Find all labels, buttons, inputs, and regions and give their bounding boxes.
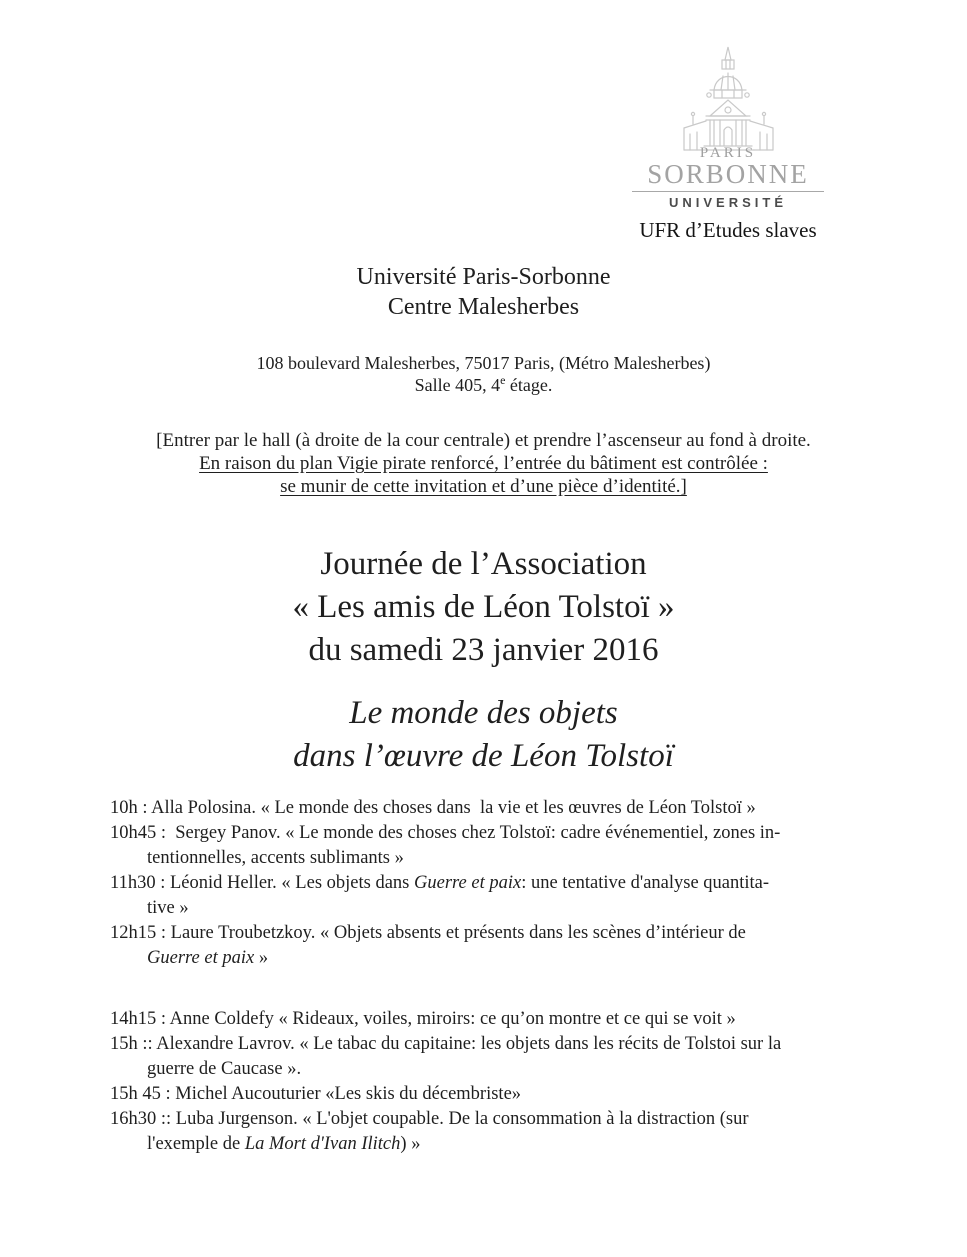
program-item [110,821,897,871]
program-afternoon-session [110,1007,897,1157]
notice-line-1: [Entrer par le hall (à droite de la cour centrale) et prendre l’ascenseur au fond à droite. [156,430,811,451]
program-item [110,921,897,971]
entry-notice [0,429,967,498]
program-line: 15h :: Alexandre Lavrov. « Le tabac du capitaine: les objets dans les récits de Tolstoi sur la [110,1034,782,1054]
event-subtitle-line-1: Le monde des objets [349,695,618,731]
program-line: Guerre et paix » [147,948,269,968]
sorbonne-logo [632,46,824,242]
event-title-line-2: « Les amis de Léon Tolstoï » [292,589,675,625]
event-title-line-3: du samedi 23 janvier 2016 [308,632,659,668]
notice-line-3: se munir de cette invitation et d’une pièce d’identité.] [280,476,687,497]
program-line: l'exemple de La Mort d'Ivan Ilitch) » [147,1134,421,1154]
address-block [0,352,967,396]
program-item [110,1107,897,1157]
address-line: 108 boulevard Malesherbes, 75017 Paris, (Métro Malesherbes) [256,353,711,373]
program-line: 16h30 :: Luba Jurgenson. « L'objet coupable. De la consommation à la distraction (sur [110,1109,749,1129]
room-line: Salle 405, 4e étage. [414,373,553,395]
program-line: guerre de Caucase ». [147,1059,302,1079]
event-subtitle [0,692,967,778]
logo-paris-text: PARIS [699,145,757,161]
program-line: 10h45 : Sergey Panov. « Le monde des choses chez Tolstoï: cadre événementiel, zones in- [110,823,781,843]
logo-sorbonne-text: SORBONNE [632,161,824,192]
ordinal-superscript: e [500,373,506,387]
book-title: La Mort d'Ivan Ilitch [244,1134,401,1154]
program-list [110,796,897,1157]
program-item [110,1032,897,1082]
program-item [110,871,897,921]
program-item [110,1007,897,1032]
program-item [110,796,897,821]
event-subtitle-line-2: dans l’œuvre de Léon Tolstoï [293,738,674,774]
logo-universite-text: UNIVERSITÉ [668,195,787,210]
notice-line-2: En raison du plan Vigie pirate renforcé, l’entrée du bâtiment est contrôlée : [199,453,768,474]
event-title-line-1: Journée de l’Association [320,546,647,582]
sorbonne-building-sketch-icon [632,46,824,158]
program-line: 14h15 : Anne Coldefy « Rideaux, voiles, miroirs: ce qu’on montre et ce qui se voit » [110,1009,736,1029]
program-morning-session [110,796,897,971]
program-line: 12h15 : Laure Troubetzkoy. « Objets absents et présents dans les scènes d’intérieur de [110,923,746,943]
ufr-label: UFR d’Etudes slaves [639,218,817,242]
institution-block [0,262,967,322]
program-line: tive » [147,898,189,918]
book-title: Guerre et paix [414,873,522,893]
program-line: tentionnelles, accents sublimants » [147,848,404,868]
book-title: Guerre et paix [147,948,255,968]
campus-name: Centre Malesherbes [387,294,580,320]
program-line: 15h 45 : Michel Aucouturier «Les skis du décembriste» [110,1084,522,1104]
program-item [110,1082,897,1107]
program-line: 10h : Alla Polosina. « Le monde des choses dans la vie et les œuvres de Léon Tolstoï » [110,798,756,818]
program-line: 11h30 : Léonid Heller. « Les objets dans Guerre et paix: une tentative d'analyse quantita- [110,873,770,893]
university-name: Université Paris-Sorbonne [356,264,611,290]
event-title [0,543,967,672]
